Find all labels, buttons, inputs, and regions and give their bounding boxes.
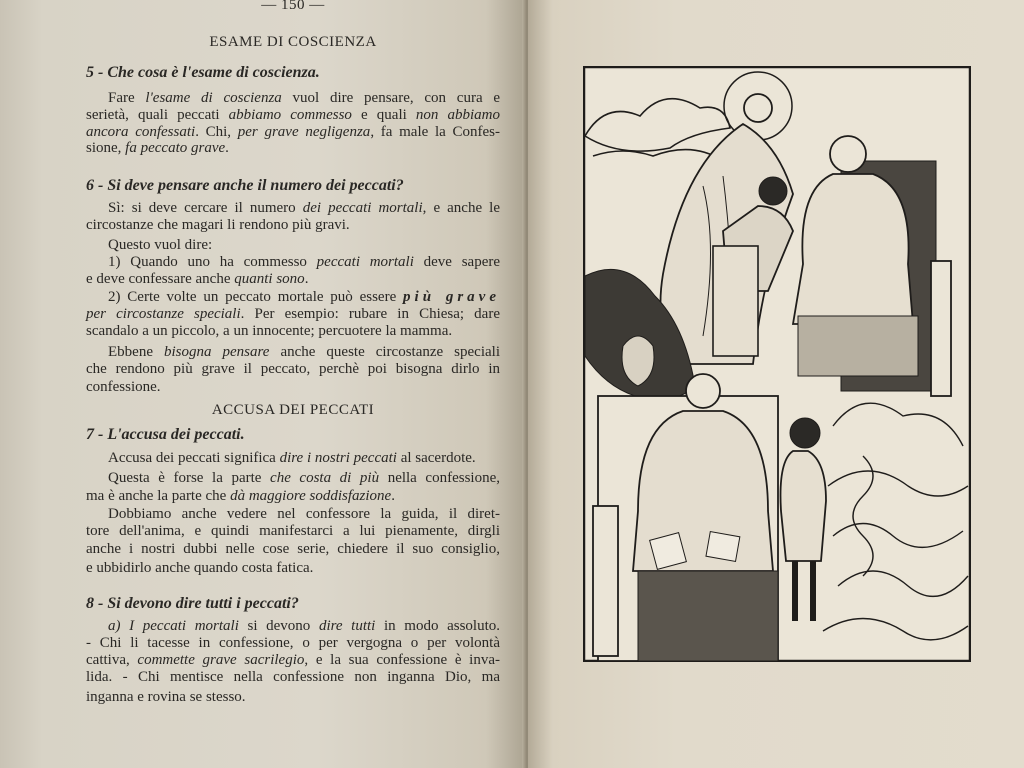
text-segment: 2) Certe volte un peccato mortale può essere [108,289,404,305]
confession-illustration [583,66,971,662]
paragraph-line [86,288,500,306]
paragraph-line [86,449,500,467]
text-segment: . [304,271,309,287]
text-segment: sione, [86,140,126,156]
paragraph-line [86,522,500,540]
text-segment: ma è anche la parte che [86,488,231,504]
text-segment: e quali [351,107,416,123]
paragraph-line [86,139,500,157]
text-segment: in modo assoluto. [375,618,500,634]
text-segment: . Chi, [195,124,238,140]
text-segment: - Chi li tacesse in confessione, o per vergogna o per volontà [86,635,500,651]
text-segment: ESAME DI COSCIENZA [209,34,377,50]
paragraph-line [86,343,500,361]
text-segment: Questo vuol dire: [108,237,213,253]
emphasis-text: I peccati mortali [129,618,239,634]
paragraph-line [86,360,500,378]
paragraph-line [86,89,500,107]
text-segment: Accusa dei peccati significa [108,450,280,466]
emphasis-text: abbiamo commesso [228,107,352,123]
emphasis-text: non abbiamo [415,107,501,123]
text-segment: nella confessione, [379,470,500,486]
text-segment: Questa è forse la parte [108,470,271,486]
paragraph-line [86,469,500,487]
text-segment: al sacerdote. [396,450,476,466]
paragraph-line [86,305,500,323]
page-number: — 150 — [261,0,325,13]
emphasis-text: per grave negligenza [237,124,371,140]
text-segment: Ebbene [108,344,164,360]
text-segment: e deve confessare anche [86,271,235,287]
paragraph-line [86,378,500,396]
emphasis-text: l'esame di coscienza [145,90,282,106]
text-segment: anche queste circostanze speciali [269,344,500,360]
paragraph-line [86,106,500,124]
paragraph-line [86,199,500,217]
paragraph-line [86,487,500,505]
text-segment: , fa male la Confes- [370,124,500,140]
paragraph-line [86,322,500,340]
text-segment: tore dell'anima, e quindi manifestarci a lui pienamente, dirgli [86,523,500,539]
text-segment: Fare [108,90,146,106]
text-segment: che rendono più grave il peccato, perchè poi bisogna dirlo in [86,361,500,377]
text-segment: 8 - Si devono dire tutti i peccati? [86,595,299,612]
emphasis-text: dei peccati mortali [302,200,423,216]
paragraph-line [86,253,500,271]
section-title [86,401,500,419]
emphasis-text: dire tutti [318,618,376,634]
paragraph-line [86,634,500,652]
text-segment: anche i nostri dubbi nelle cose serie, chiedere il suo consiglio, [86,541,500,557]
paragraph-line [86,688,500,706]
paragraph-line [86,216,500,234]
text-segment: confessione. [86,379,161,395]
paragraph-line [86,540,500,558]
text-segment: ACCUSA DEI PECCATI [211,402,375,418]
emphasis-text: che costa di più [270,470,380,486]
question-heading [86,595,500,613]
priest-confessor-bottom [593,374,778,661]
text-segment: Dobbiamo anche vedere nel confessore la guida, il diret- [108,506,500,522]
paragraph-line [86,651,500,669]
paragraph-line [86,668,500,686]
emphasis-text: ancora confessati [86,124,196,140]
text-segment: . Per esempio: rubare in Chiesa; dare [240,306,500,322]
emphasis-text: dà maggiore soddisfazione [230,488,392,504]
emphasis-text: per circostanze speciali [86,306,241,322]
paragraph-line [86,270,500,288]
emphasis-text: dire i nostri peccati [279,450,397,466]
text-segment: inganna e rovina se stesso. [86,689,246,705]
text-segment: . [225,140,229,156]
emphasis-text: fa peccato grave [125,140,226,156]
question-heading [86,64,500,82]
text-segment: 1) Quando uno ha commesso [108,254,317,270]
text-segment: si devono [238,618,319,634]
text-segment: e ubbidirlo anche quando costa fatica. [86,560,314,576]
text-segment: vuol dire pensare, con cura e [281,90,501,106]
text-segment: deve sapere [413,254,501,270]
text-segment: serietà, quali peccati [86,107,229,123]
emphasis-text: più grave [403,289,500,305]
text-segment: 5 - Che cosa è l'esame di coscienza. [86,64,320,81]
text-segment: scandalo a un piccolo, a un innocente; percuotere la mamma. [86,323,453,339]
text-segment: Sì: si deve cercare il numero [108,200,303,216]
paragraph-line [86,505,500,523]
emphasis-text: commette grave sacrilegio [137,652,305,668]
emphasis-text: bisogna pensare [163,344,270,360]
text-segment: circostanze che magari li rendono più gravi. [86,217,350,233]
text-segment: . [391,488,395,504]
text-segment: 6 - Si deve pensare anche il numero dei peccati? [86,177,404,194]
paragraph-line [86,236,500,254]
paragraph-line [86,617,500,635]
text-segment: 7 - L'accusa dei peccati. [86,426,245,443]
text-segment: , e anche le [422,200,500,216]
text-segment: lida. - Chi mentisce nella confessione non inganna Dio, ma [86,669,500,685]
text-segment: cattiva, [86,652,138,668]
emphasis-text: a) [108,618,130,634]
question-heading [86,426,500,444]
paragraph-line [86,559,500,577]
question-heading [86,177,500,195]
emphasis-text: quanti sono [234,271,305,287]
emphasis-text: peccati mortali [316,254,414,270]
text-segment: , e la sua confessione è inva- [304,652,500,668]
section-title [86,33,500,51]
